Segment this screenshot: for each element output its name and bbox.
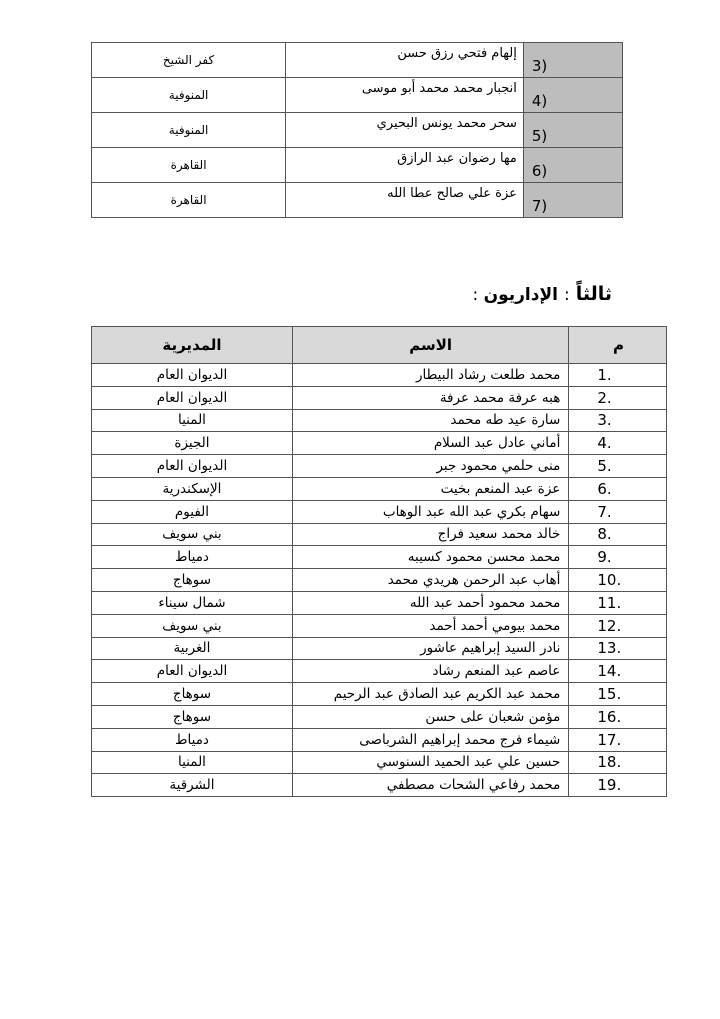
table-row <box>92 386 667 409</box>
row-name: محمد بيومي أحمد أحمد <box>292 614 568 637</box>
table-row <box>92 728 667 751</box>
table-row <box>92 455 667 478</box>
row-directorate: القاهرة <box>92 148 286 183</box>
table-row <box>92 148 623 183</box>
row-number: .14 <box>569 660 667 683</box>
row-directorate: المنوفية <box>92 78 286 113</box>
table-row <box>92 432 667 455</box>
row-name: نادر السيد إبراهيم عاشور <box>292 637 568 660</box>
row-directorate: الشرقية <box>92 774 293 797</box>
table-row <box>92 500 667 523</box>
row-name: منى حلمي محمود جبر <box>292 455 568 478</box>
row-name: محمد محسن محمود كسيبه <box>292 546 568 569</box>
row-directorate: بني سويف <box>92 614 293 637</box>
row-number: (7 <box>523 183 622 218</box>
row-directorate: المنيا <box>92 751 293 774</box>
row-directorate: الإسكندرية <box>92 477 293 500</box>
section-separator: : <box>563 285 570 305</box>
header-directorate: المديرية <box>92 327 293 364</box>
table-row <box>92 523 667 546</box>
row-name: مها رضوان عبد الرازق <box>286 148 524 183</box>
row-number: (4 <box>523 78 622 113</box>
row-name: هبه عرفة محمد عرفة <box>292 386 568 409</box>
row-directorate: سوهاج <box>92 683 293 706</box>
section-ordinal: ثالثاً <box>575 283 612 305</box>
row-name: محمد عبد الكريم عبد الصادق عبد الرحيم <box>292 683 568 706</box>
row-directorate: القاهرة <box>92 183 286 218</box>
row-number: .19 <box>569 774 667 797</box>
row-name: محمد طلعت رشاد البيطار <box>292 364 568 387</box>
section-heading <box>472 283 612 305</box>
row-name: عاصم عبد المنعم رشاد <box>292 660 568 683</box>
table-row <box>92 705 667 728</box>
continuation-table <box>91 42 623 218</box>
row-directorate: سوهاج <box>92 705 293 728</box>
row-directorate: الديوان العام <box>92 364 293 387</box>
table-row <box>92 409 667 432</box>
row-number: .5 <box>569 455 667 478</box>
table-header-row <box>92 327 667 364</box>
row-name: انجبار محمد محمد أبو موسى <box>286 78 524 113</box>
table-row <box>92 477 667 500</box>
row-number: .13 <box>569 637 667 660</box>
section-title: الإداريون <box>483 285 558 305</box>
row-name: عزة عبد المنعم بخيت <box>292 477 568 500</box>
row-number: .16 <box>569 705 667 728</box>
row-number: .2 <box>569 386 667 409</box>
row-directorate: شمال سيناء <box>92 591 293 614</box>
table-row <box>92 751 667 774</box>
row-number: .17 <box>569 728 667 751</box>
table-row <box>92 637 667 660</box>
table-row <box>92 774 667 797</box>
table-row <box>92 364 667 387</box>
row-name: عزة علي صالح عطا الله <box>286 183 524 218</box>
table-row <box>92 614 667 637</box>
table-row <box>92 78 623 113</box>
row-number: .9 <box>569 546 667 569</box>
row-directorate: الغربية <box>92 637 293 660</box>
row-directorate: الديوان العام <box>92 386 293 409</box>
row-directorate: الفيوم <box>92 500 293 523</box>
row-number: (3 <box>523 43 622 78</box>
continuation-table-body <box>92 43 623 218</box>
administrators-table <box>91 326 667 797</box>
row-directorate: المنوفية <box>92 113 286 148</box>
table-row <box>92 43 623 78</box>
row-name: إلهام فتحي رزق حسن <box>286 43 524 78</box>
row-number: (6 <box>523 148 622 183</box>
table-row <box>92 569 667 592</box>
row-number: .11 <box>569 591 667 614</box>
row-name: محمد رفاعي الشحات مصطفي <box>292 774 568 797</box>
row-directorate: الديوان العام <box>92 455 293 478</box>
row-directorate: دمياط <box>92 728 293 751</box>
row-directorate: كفر الشيخ <box>92 43 286 78</box>
table-row <box>92 546 667 569</box>
row-directorate: دمياط <box>92 546 293 569</box>
row-directorate: بني سويف <box>92 523 293 546</box>
row-number: .12 <box>569 614 667 637</box>
header-name: الاسم <box>292 327 568 364</box>
row-name: مؤمن شعبان على حسن <box>292 705 568 728</box>
row-number: (5 <box>523 113 622 148</box>
row-directorate: سوهاج <box>92 569 293 592</box>
row-number: .7 <box>569 500 667 523</box>
administrators-table-body <box>92 364 667 797</box>
row-name: خالد محمد سعيد فراج <box>292 523 568 546</box>
row-name: أماني عادل عبد السلام <box>292 432 568 455</box>
row-name: شيماء فرج محمد إبراهيم الشرباصى <box>292 728 568 751</box>
table-row <box>92 183 623 218</box>
row-number: .4 <box>569 432 667 455</box>
table-row <box>92 591 667 614</box>
row-number: .8 <box>569 523 667 546</box>
row-name: سهام بكري عبد الله عبد الوهاب <box>292 500 568 523</box>
row-name: أهاب عبد الرحمن هريدي محمد <box>292 569 568 592</box>
row-number: .3 <box>569 409 667 432</box>
table-row <box>92 113 623 148</box>
row-number: .1 <box>569 364 667 387</box>
table-row <box>92 660 667 683</box>
row-name: حسين علي عبد الحميد السنوسي <box>292 751 568 774</box>
row-name: محمد محمود أحمد عبد الله <box>292 591 568 614</box>
row-directorate: الجيزة <box>92 432 293 455</box>
section-colon: : <box>472 285 479 305</box>
row-directorate: الديوان العام <box>92 660 293 683</box>
header-number: م <box>569 327 667 364</box>
row-number: .10 <box>569 569 667 592</box>
table-row <box>92 683 667 706</box>
row-directorate: المنيا <box>92 409 293 432</box>
row-number: .15 <box>569 683 667 706</box>
row-number: .18 <box>569 751 667 774</box>
row-name: سارة عيد طه محمد <box>292 409 568 432</box>
row-name: سحر محمد يونس البحيري <box>286 113 524 148</box>
row-number: .6 <box>569 477 667 500</box>
